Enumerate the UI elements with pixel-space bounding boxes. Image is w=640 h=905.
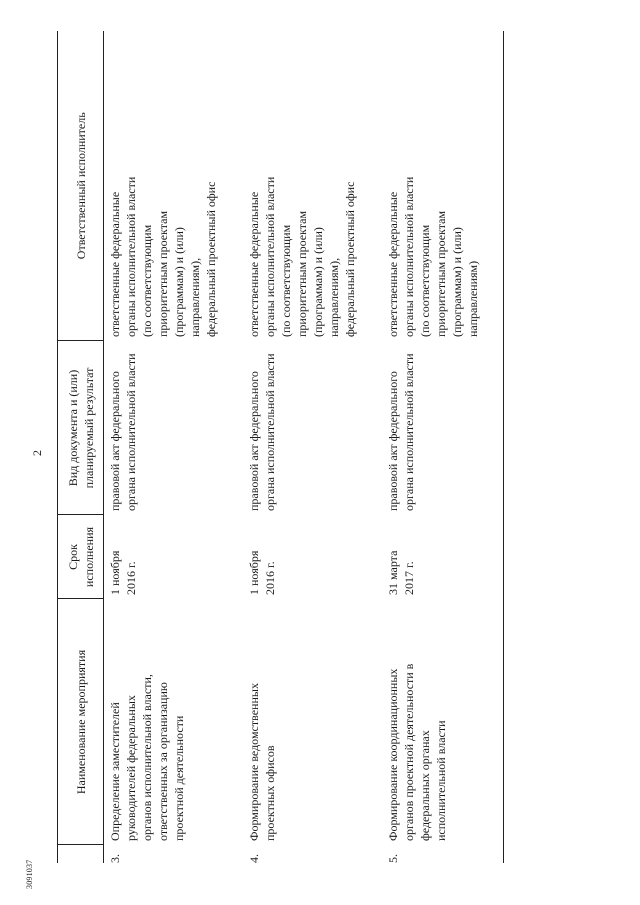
row-document: правовой акт федерального органа исполнительной власти [108,353,138,511]
row-name: Формирование координационных органов проектной деятельности в федеральных органах исполнительной власти [382,599,504,845]
table-header-row [58,31,104,863]
table-row [243,31,382,863]
row-number: 5. [382,845,504,863]
header-executor: Ответственный исполнитель [58,31,104,341]
row-term: 1 ноября 2016 г. [108,550,138,595]
row-term: 31 марта 2017 г. [382,515,504,599]
document-code: 3091037 [25,859,34,889]
row-name: Формирование ведомственных проектных офисов [247,683,277,841]
row-document: правовой акт федерального органа исполнительной власти [247,353,277,511]
header-term: Срок исполнения [58,515,104,599]
header-document: Вид документа и (или) планируемый результат [58,341,104,515]
header-name: Наименование мероприятия [58,599,104,845]
row-number: 3. [108,854,122,863]
row-executor: ответственные федеральные органы исполнительной власти (по соответствующим приоритетным проектам (программам) и (или) направлениям) [382,31,504,341]
header-number [58,845,104,863]
row-number: 4. [247,854,261,863]
table-row [382,31,504,863]
row-document: правовой акт федерального органа исполнительной власти [382,341,504,515]
table-row [104,31,244,863]
page-number: 2 [30,450,44,456]
action-plan-table [57,31,504,863]
row-executor: ответственные федеральные органы исполнительной власти (по соответствующим приоритетным проектам (программам) и (или) направлениям), федеральный проектный офис [108,176,218,337]
row-name: Определение заместителей руководителей федеральных органов исполнительной власти, ответственных за организацию проектной деятельности [108,674,186,841]
row-executor: ответственные федеральные органы исполнительной власти (по соответствующим приоритетным проектам (программам) и (или) направлениям), федеральный проектный офис [247,176,357,337]
row-term: 1 ноября 2016 г. [247,550,277,595]
